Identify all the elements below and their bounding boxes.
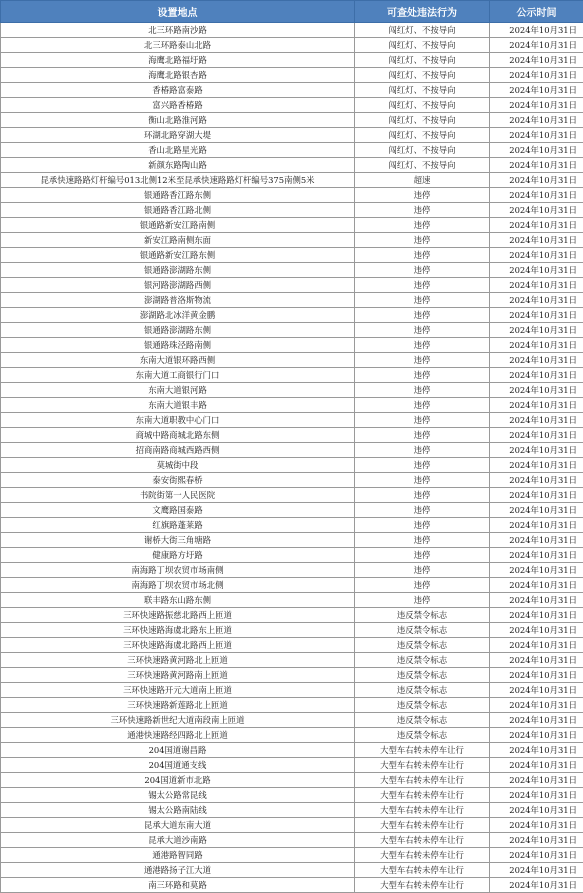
date-cell: 2024年10月31日 [490,368,583,383]
violation-cell: 违停 [355,503,490,518]
violation-cell: 违停 [355,413,490,428]
location-cell: 银通路新安江路南侧 [1,218,355,233]
violation-cell: 闯红灯、不按导向 [355,98,490,113]
location-cell: 锡太公路南陆线 [1,803,355,818]
date-cell: 2024年10月31日 [490,308,583,323]
table-row [1,668,583,683]
location-cell: 三环快速路新莲路北上匝道 [1,698,355,713]
location-cell: 健康路方圩路 [1,548,355,563]
table-row [1,338,583,353]
violation-cell: 违停 [355,308,490,323]
violation-cell: 违停 [355,533,490,548]
location-cell: 三环快速路新世纪大道南段南上匝道 [1,713,355,728]
table-row [1,698,583,713]
location-cell: 三环快速路振慈北路西上匝道 [1,608,355,623]
table-row [1,143,583,158]
table-row [1,398,583,413]
violation-cell: 违停 [355,578,490,593]
date-cell: 2024年10月31日 [490,608,583,623]
date-cell: 2024年10月31日 [490,833,583,848]
table-row [1,848,583,863]
location-cell: 三环快速路黄河路北上匝道 [1,653,355,668]
violation-cell: 闯红灯、不按导向 [355,38,490,53]
table-body [1,23,583,893]
location-cell: 招商南路商城西路西侧 [1,443,355,458]
table-row [1,128,583,143]
violation-cell: 违停 [355,593,490,608]
location-cell: 东南大道职教中心门口 [1,413,355,428]
violation-cell: 大型车右转未停车让行 [355,803,490,818]
location-cell: 红旗路蓬莱路 [1,518,355,533]
location-cell: 三环快速路海虞北路东上匝道 [1,623,355,638]
violation-cell: 大型车右转未停车让行 [355,758,490,773]
violation-cell: 违反禁令标志 [355,623,490,638]
table-row [1,428,583,443]
date-cell: 2024年10月31日 [490,143,583,158]
date-cell: 2024年10月31日 [490,518,583,533]
location-cell: 通港路智同路 [1,848,355,863]
header-violation: 可查处违法行为 [355,1,490,23]
location-cell: 衡山北路淮河路 [1,113,355,128]
table-row [1,653,583,668]
location-cell: 南海路丁坝农贸市场南侧 [1,563,355,578]
table-row [1,638,583,653]
violation-cell: 违停 [355,398,490,413]
date-cell: 2024年10月31日 [490,338,583,353]
date-cell: 2024年10月31日 [490,188,583,203]
table-row [1,113,583,128]
date-cell: 2024年10月31日 [490,473,583,488]
location-cell: 香山北路星光路 [1,143,355,158]
table-row [1,788,583,803]
violation-cell: 闯红灯、不按导向 [355,143,490,158]
location-cell: 书院街第一人民医院 [1,488,355,503]
violation-cell: 违停 [355,293,490,308]
location-cell: 香椿路富泰路 [1,83,355,98]
date-cell: 2024年10月31日 [490,98,583,113]
violation-cell: 大型车右转未停车让行 [355,773,490,788]
date-cell: 2024年10月31日 [490,203,583,218]
location-cell: 新安江路南侧东面 [1,233,355,248]
date-cell: 2024年10月31日 [490,758,583,773]
table-row [1,278,583,293]
violation-cell: 违停 [355,443,490,458]
location-cell: 204国道通支线 [1,758,355,773]
violation-cell: 违反禁令标志 [355,653,490,668]
location-cell: 谢桥大街三角塘路 [1,533,355,548]
table-row [1,533,583,548]
date-cell: 2024年10月31日 [490,743,583,758]
violation-cell: 违停 [355,248,490,263]
table-row [1,188,583,203]
violation-cell: 违停 [355,353,490,368]
location-cell: 204国道新市北路 [1,773,355,788]
date-cell: 2024年10月31日 [490,848,583,863]
table-row [1,488,583,503]
table-row [1,353,583,368]
violation-cell: 大型车右转未停车让行 [355,818,490,833]
violation-cell: 违停 [355,233,490,248]
location-cell: 锡太公路常昆线 [1,788,355,803]
table-row [1,833,583,848]
location-cell: 富兴路香椿路 [1,98,355,113]
location-cell: 东南大道银丰路 [1,398,355,413]
table-row [1,503,583,518]
violation-cell: 违停 [355,368,490,383]
violation-cell: 违反禁令标志 [355,608,490,623]
table-row [1,368,583,383]
violation-cell: 违停 [355,323,490,338]
table-row [1,593,583,608]
location-cell: 204国道谢昌路 [1,743,355,758]
violation-cell: 闯红灯、不按导向 [355,128,490,143]
location-cell: 南海路丁坝农贸市场北侧 [1,578,355,593]
date-cell: 2024年10月31日 [490,653,583,668]
date-cell: 2024年10月31日 [490,128,583,143]
date-cell: 2024年10月31日 [490,698,583,713]
header-date: 公示时间 [490,1,583,23]
violation-cell: 违反禁令标志 [355,683,490,698]
date-cell: 2024年10月31日 [490,218,583,233]
table-row [1,158,583,173]
table-row [1,758,583,773]
table-row [1,263,583,278]
header-location: 设置地点 [1,1,355,23]
table-row [1,563,583,578]
table-row [1,68,583,83]
table-row [1,623,583,638]
violation-cell: 闯红灯、不按导向 [355,68,490,83]
date-cell: 2024年10月31日 [490,23,583,38]
date-cell: 2024年10月31日 [490,638,583,653]
table-row [1,98,583,113]
location-cell: 东南大道工商银行门口 [1,368,355,383]
date-cell: 2024年10月31日 [490,458,583,473]
date-cell: 2024年10月31日 [490,683,583,698]
location-cell: 东南大道银河路 [1,383,355,398]
date-cell: 2024年10月31日 [490,263,583,278]
table-header [1,1,583,23]
date-cell: 2024年10月31日 [490,293,583,308]
date-cell: 2024年10月31日 [490,728,583,743]
violation-cell: 超速 [355,173,490,188]
table-row [1,728,583,743]
violation-cell: 违停 [355,263,490,278]
violation-cell: 大型车右转未停车让行 [355,833,490,848]
table-row [1,818,583,833]
location-cell: 昆承大道沙南路 [1,833,355,848]
header-row [1,1,583,23]
date-cell: 2024年10月31日 [490,533,583,548]
violation-cell: 违停 [355,278,490,293]
location-cell: 商城中路商城北路东侧 [1,428,355,443]
table-row [1,743,583,758]
table-row [1,548,583,563]
date-cell: 2024年10月31日 [490,323,583,338]
table-row [1,773,583,788]
violation-cell: 违停 [355,548,490,563]
table-row [1,248,583,263]
date-cell: 2024年10月31日 [490,503,583,518]
date-cell: 2024年10月31日 [490,818,583,833]
date-cell: 2024年10月31日 [490,863,583,878]
table-row [1,173,583,188]
location-cell: 三环快速路黄河路南上匝道 [1,668,355,683]
date-cell: 2024年10月31日 [490,233,583,248]
violation-cell: 闯红灯、不按导向 [355,113,490,128]
violation-cell: 违反禁令标志 [355,638,490,653]
table-row [1,518,583,533]
violation-cell: 闯红灯、不按导向 [355,83,490,98]
date-cell: 2024年10月31日 [490,668,583,683]
location-cell: 通港路扬子江大道 [1,863,355,878]
violation-cell: 违停 [355,218,490,233]
table-row [1,53,583,68]
location-cell: 银通路澎湖路东侧 [1,263,355,278]
table-row [1,83,583,98]
table-row [1,233,583,248]
violation-cell: 违反禁令标志 [355,713,490,728]
table-row [1,293,583,308]
date-cell: 2024年10月31日 [490,563,583,578]
date-cell: 2024年10月31日 [490,773,583,788]
violation-cell: 大型车右转未停车让行 [355,848,490,863]
table-row [1,458,583,473]
location-cell: 银通路新安江路东侧 [1,248,355,263]
table-row [1,23,583,38]
location-cell: 莫城街中段 [1,458,355,473]
table-row [1,878,583,893]
date-cell: 2024年10月31日 [490,593,583,608]
violation-cell: 违停 [355,188,490,203]
violation-cell: 违停 [355,563,490,578]
date-cell: 2024年10月31日 [490,173,583,188]
violation-cell: 闯红灯、不按导向 [355,53,490,68]
violation-cell: 大型车右转未停车让行 [355,878,490,893]
date-cell: 2024年10月31日 [490,38,583,53]
date-cell: 2024年10月31日 [490,713,583,728]
location-cell: 海鹰北路银杏路 [1,68,355,83]
violation-cell: 违停 [355,518,490,533]
location-cell: 文鹰路国泰路 [1,503,355,518]
location-cell: 澎湖路北冰洋黄金鹏 [1,308,355,323]
date-cell: 2024年10月31日 [490,83,583,98]
location-cell: 泰安街熙春桥 [1,473,355,488]
location-cell: 海鹰北路福圩路 [1,53,355,68]
date-cell: 2024年10月31日 [490,788,583,803]
table-row [1,308,583,323]
location-cell: 银通路澎湖路东侧 [1,323,355,338]
date-cell: 2024年10月31日 [490,398,583,413]
violation-cell: 大型车右转未停车让行 [355,863,490,878]
location-cell: 澎湖路普洛斯物流 [1,293,355,308]
date-cell: 2024年10月31日 [490,68,583,83]
violation-cell: 违停 [355,488,490,503]
location-cell: 联丰路东山路东侧 [1,593,355,608]
date-cell: 2024年10月31日 [490,248,583,263]
location-cell: 三环快速路海虞北路西上匝道 [1,638,355,653]
violation-cell: 闯红灯、不按导向 [355,158,490,173]
location-cell: 银通路珠泾路南侧 [1,338,355,353]
location-cell: 昆承大道东南大道 [1,818,355,833]
date-cell: 2024年10月31日 [490,878,583,893]
location-cell: 银河路澎湖路西侧 [1,278,355,293]
violation-cell: 闯红灯、不按导向 [355,23,490,38]
location-cell: 北三环路南沙路 [1,23,355,38]
table-row [1,863,583,878]
date-cell: 2024年10月31日 [490,623,583,638]
table-row [1,38,583,53]
location-cell: 新颜东路陶山路 [1,158,355,173]
date-cell: 2024年10月31日 [490,413,583,428]
violation-cell: 违反禁令标志 [355,698,490,713]
table-row [1,473,583,488]
table-row [1,803,583,818]
location-cell: 南三环路和莫路 [1,878,355,893]
violation-cell: 大型车右转未停车让行 [355,788,490,803]
location-cell: 三环快速路开元大道南上匝道 [1,683,355,698]
location-cell: 北三环路泰山北路 [1,38,355,53]
date-cell: 2024年10月31日 [490,383,583,398]
table-row [1,578,583,593]
date-cell: 2024年10月31日 [490,548,583,563]
violation-cell: 违反禁令标志 [355,728,490,743]
violation-cell: 违停 [355,473,490,488]
table-row [1,713,583,728]
violation-cell: 违停 [355,203,490,218]
violation-cell: 大型车右转未停车让行 [355,743,490,758]
table-row [1,443,583,458]
location-cell: 银通路香江路东侧 [1,188,355,203]
table-row [1,323,583,338]
violation-cell: 违停 [355,428,490,443]
date-cell: 2024年10月31日 [490,488,583,503]
date-cell: 2024年10月31日 [490,428,583,443]
date-cell: 2024年10月31日 [490,578,583,593]
table-row [1,608,583,623]
date-cell: 2024年10月31日 [490,53,583,68]
location-cell: 昆承快速路路灯杆编号013北侧12米至昆承快速路路灯杆编号375南侧5米 [1,173,355,188]
violation-cell: 违停 [355,338,490,353]
date-cell: 2024年10月31日 [490,803,583,818]
date-cell: 2024年10月31日 [490,278,583,293]
table-row [1,218,583,233]
table-row [1,383,583,398]
location-cell: 通港快速路经四路北上匝道 [1,728,355,743]
location-cell: 银通路香江路北侧 [1,203,355,218]
date-cell: 2024年10月31日 [490,158,583,173]
violation-cell: 违停 [355,383,490,398]
date-cell: 2024年10月31日 [490,443,583,458]
violation-cell: 违反禁令标志 [355,668,490,683]
table-row [1,203,583,218]
date-cell: 2024年10月31日 [490,113,583,128]
location-cell: 环湖北路穿湖大堤 [1,128,355,143]
violation-cell: 违停 [355,458,490,473]
table-row [1,683,583,698]
date-cell: 2024年10月31日 [490,353,583,368]
location-cell: 东南大道银环路西侧 [1,353,355,368]
table-row [1,413,583,428]
